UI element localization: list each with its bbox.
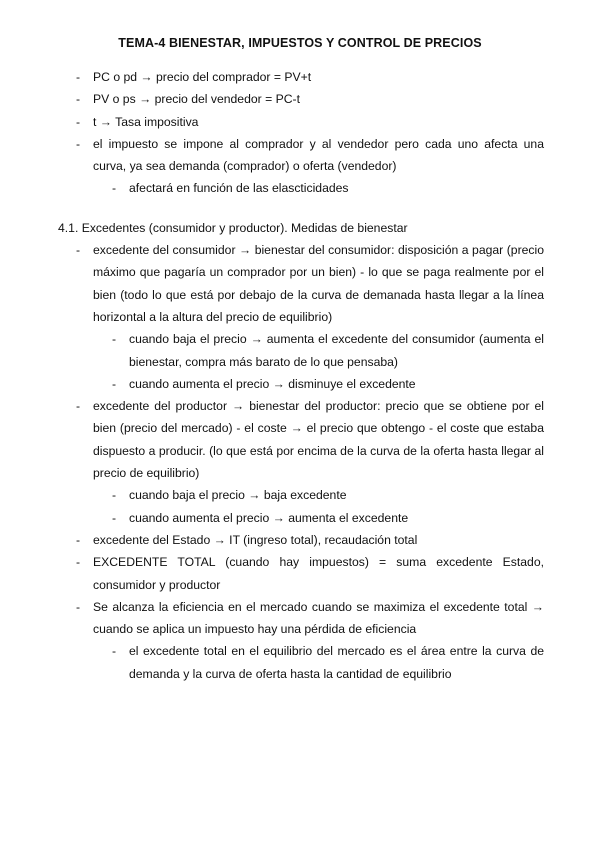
list-item [58, 133, 544, 200]
section-list [58, 239, 544, 685]
sub-list-item: - el excedente total en el equilibrio del mercado es el área entre la curva de demanda y la curva de oferta hasta la cantidad de equilibrio [93, 640, 544, 685]
page-title: TEMA-4 BIENESTAR, IMPUESTOS Y CONTROL DE PRECIOS [118, 36, 482, 50]
list-item: - PC o pd → precio del comprador = PV+t [58, 66, 544, 88]
spacer [58, 200, 544, 217]
intro-list [58, 66, 544, 200]
section-heading: 4.1. Excedentes (consumidor y productor). Medidas de bienestar [58, 220, 408, 235]
sub-list [93, 484, 544, 529]
list-item: - t → Tasa impositiva [58, 111, 544, 133]
document-body [58, 66, 544, 685]
sub-list [93, 328, 544, 395]
sub-list-item: - afectará en función de las elascticidades [93, 177, 544, 199]
sub-list-item: - cuando baja el precio → baja excedente [93, 484, 544, 506]
list-item-text: el impuesto se impone al comprador y al vendedor pero cada uno afecta una curva, ya sea demanda (comprador) o oferta (vendedor) [93, 136, 544, 174]
list-item-total: - EXCEDENTE TOTAL (cuando hay impuestos) = suma excedente Estado, consumidor y productor [58, 551, 544, 596]
sub-list-item: - cuando aumenta el precio → disminuye el excedente [93, 373, 544, 395]
list-item-text: Se alcanza la eficiencia en el mercado cuando se maximiza el excedente total → cuando se aplica un impuesto hay una pérdida de eficiencia [93, 599, 544, 637]
list-item: - PV o ps → precio del vendedor = PC-t [58, 88, 544, 110]
sub-list-item: - cuando aumenta el precio → aumenta el excedente [93, 507, 544, 529]
list-item-state: - excedente del Estado → IT (ingreso total), recaudación total [58, 529, 544, 551]
sub-list [93, 640, 544, 685]
sub-list [93, 177, 544, 199]
list-item-text: excedente del consumidor → bienestar del consumidor: disposición a pagar (precio máximo que pagaría un comprador por un bien) - lo que se paga realmente por el bien (todo lo que está por debajo de la curva de demanada hasta llegar a la línea horizontal a la altura del precio de equilibrio) [93, 243, 544, 324]
list-item-consumer [58, 239, 544, 395]
list-item-producer [58, 395, 544, 529]
sub-list-item: - cuando baja el precio → aumenta el excedente del consumidor (aumenta el bienestar, compra más barato de lo que pensaba) [93, 328, 544, 373]
list-item-efficiency [58, 596, 544, 685]
list-item-text: excedente del productor → bienestar del productor: precio que se obtiene por el bien (precio del mercado) - el coste → el precio que obtengo - el coste que estaba dispuesto a producir. (lo que está por encima de la curva de la oferta hasta llegar al precio de equilibrio) [93, 399, 544, 481]
